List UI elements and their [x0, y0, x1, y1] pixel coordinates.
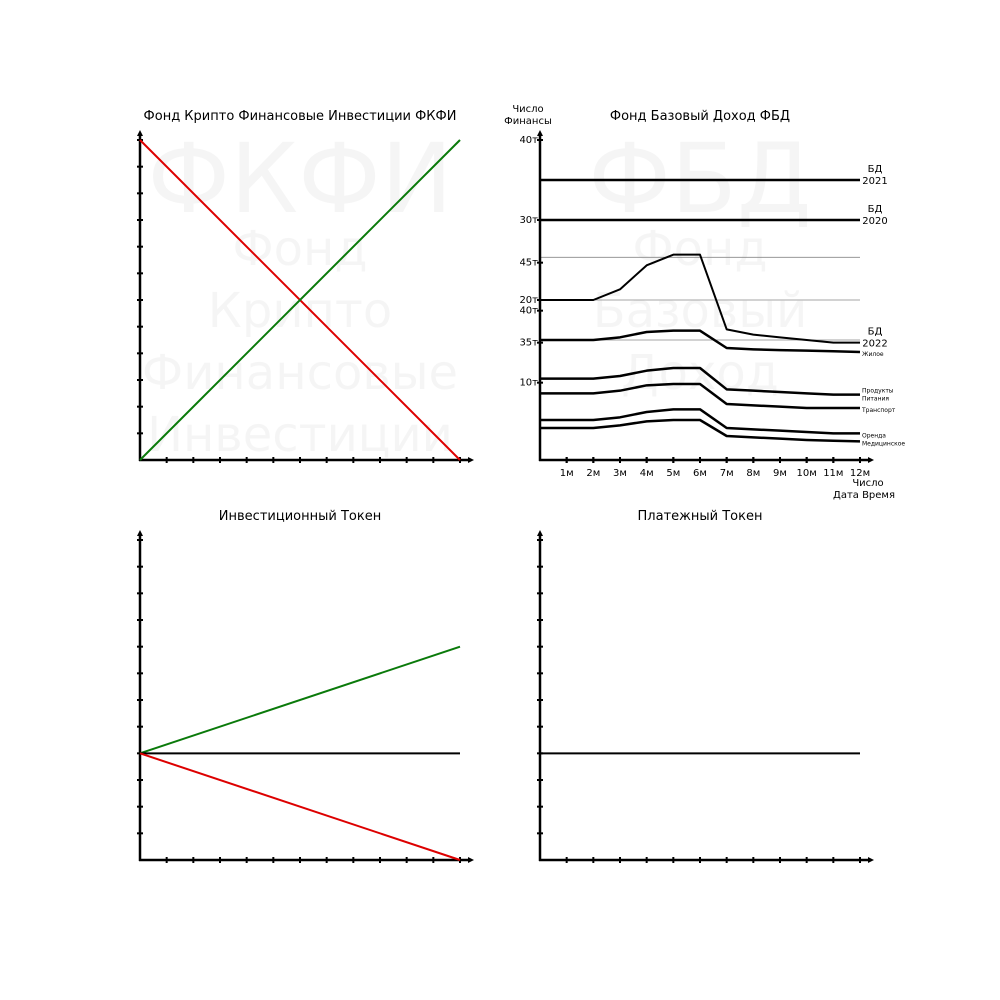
- series-label: 2020: [862, 216, 888, 227]
- chart-title: Фонд Базовый Доход ФБД: [609, 109, 791, 124]
- chart-title: Фонд Крипто Финансовые Инвестиции ФКФИ: [143, 109, 457, 124]
- series-line-медицинское: [540, 420, 860, 441]
- series-label: БД: [867, 164, 883, 175]
- series-label: Транспорт: [862, 407, 896, 414]
- x-tick-label: 12м: [849, 468, 871, 479]
- series-label: Продукты: [862, 387, 894, 395]
- y-tick-label: 10т: [519, 377, 538, 389]
- x-tick-label: 6м: [693, 468, 707, 479]
- watermark-line: Базовый: [592, 283, 808, 339]
- watermark-line: Инвестиции: [147, 407, 453, 463]
- y-axis-arrow: [537, 530, 543, 536]
- watermark-text: ФБД: [588, 123, 812, 235]
- x-tick-label: 7м: [719, 468, 734, 479]
- y-axis-label: Число: [512, 104, 544, 115]
- x-tick-label: 3м: [613, 468, 627, 479]
- series-label: Медицинское: [862, 440, 906, 448]
- x-tick-label: 9м: [773, 468, 787, 479]
- y-tick-label: 40т: [519, 305, 538, 317]
- x-tick-label: 2м: [586, 468, 601, 479]
- y-tick-label: 20т: [519, 295, 538, 306]
- y-axis-arrow: [137, 530, 143, 536]
- series-label: 2022: [862, 338, 888, 350]
- x-tick-label: 11м: [823, 468, 844, 479]
- chart-title: Платежный Токен: [637, 509, 763, 524]
- x-tick-label: 10м: [796, 468, 817, 479]
- y-tick-label: 45т: [519, 257, 538, 269]
- y-axis-label: Финансы: [504, 116, 552, 127]
- chart-panel-investment-token: [137, 509, 474, 863]
- watermark-text: ФКФИ: [147, 123, 453, 235]
- series-label: Питания: [862, 395, 890, 403]
- y-axis-arrow: [137, 130, 143, 136]
- y-tick-label: 30т: [519, 215, 538, 226]
- series-label: 2021: [862, 176, 888, 187]
- x-axis-arrow: [868, 857, 874, 863]
- watermark-line: Фонд: [232, 221, 368, 277]
- x-axis-arrow: [868, 457, 874, 463]
- x-axis-arrow: [468, 457, 474, 463]
- chart-panel-payment-token: [537, 509, 874, 863]
- x-tick-label: 8м: [746, 468, 761, 479]
- series-label: Жилое: [862, 351, 884, 358]
- series-label: Оренда: [862, 432, 886, 440]
- watermark-line: Крипто: [207, 283, 393, 339]
- x-axis-arrow: [468, 857, 474, 863]
- chart-title: Инвестиционный Токен: [218, 509, 382, 524]
- y-tick-label: 40т: [519, 135, 538, 146]
- series-label: БД: [867, 204, 883, 215]
- series-line: [140, 753, 460, 860]
- y-tick-label: 35т: [519, 337, 538, 349]
- series-line: [140, 647, 460, 754]
- x-axis-label: Число: [852, 478, 884, 489]
- chart-panel-fkfi: [137, 109, 474, 463]
- chart-panel-fbd: [504, 104, 905, 501]
- x-tick-label: 1м: [559, 468, 574, 479]
- series-label: БД: [867, 326, 883, 338]
- x-tick-label: 4м: [639, 468, 654, 479]
- x-axis-label: Дата Время: [833, 490, 895, 501]
- watermark-line: Фонд: [632, 221, 768, 277]
- x-tick-label: 5м: [666, 468, 681, 479]
- watermark-line: Доход: [621, 345, 779, 401]
- watermark-line: Финансовые: [141, 345, 459, 401]
